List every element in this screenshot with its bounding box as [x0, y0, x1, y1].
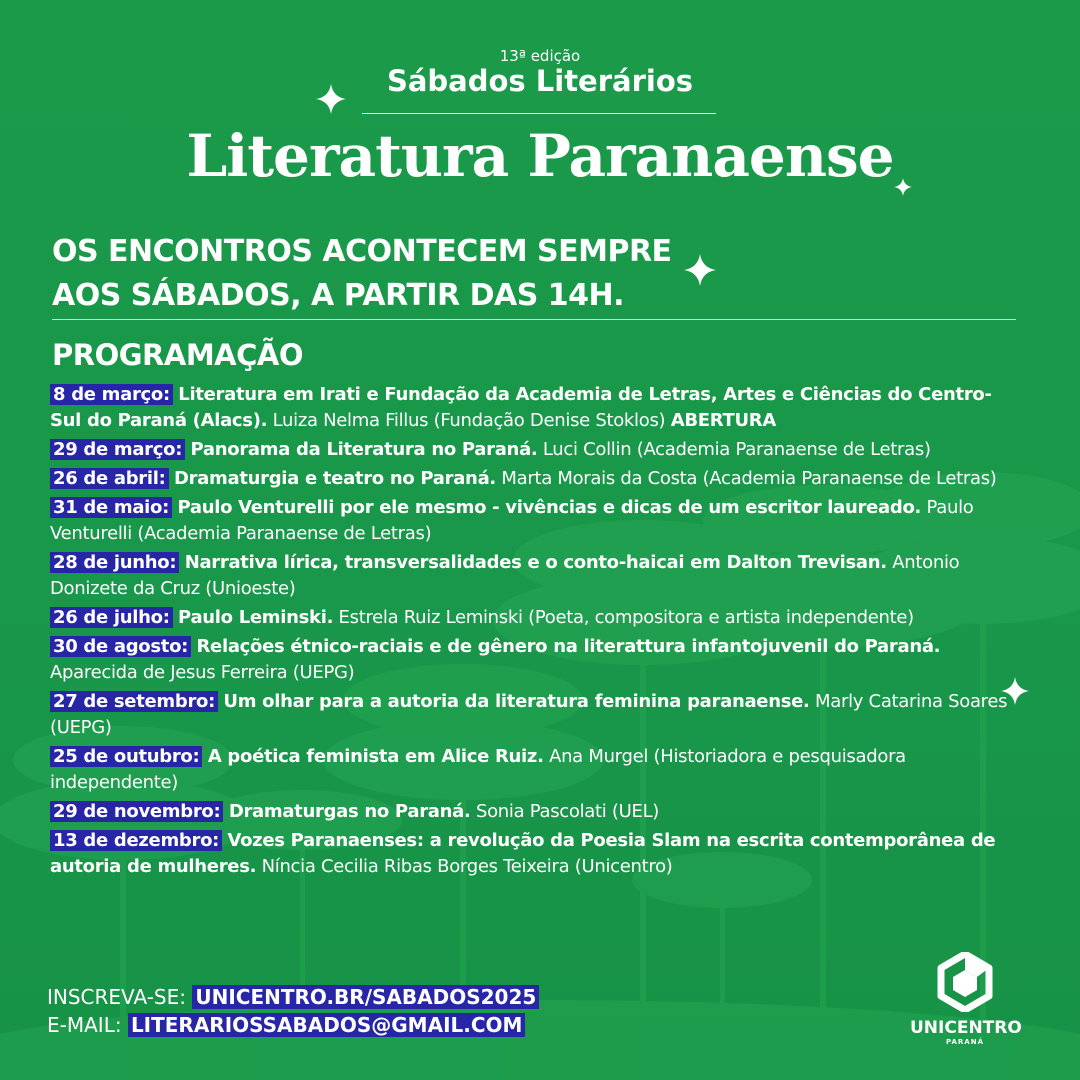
schedule-date: 13 de dezembro: — [50, 830, 222, 851]
speaker: Antonio Donizete da Cruz (Unioeste) — [50, 552, 960, 599]
intro-line: AOS SÁBADOS, A PARTIR DAS 14H. — [52, 278, 624, 313]
talk-title: Um olhar para a autoria da literatura feminina paranaense. — [223, 691, 810, 712]
schedule-item — [50, 744, 1010, 796]
speaker: Marta Morais da Costa (Academia Paranaense de Letras) — [501, 468, 997, 489]
talk-title: A poética feminista em Alice Ruiz. — [207, 746, 544, 767]
schedule-date: 29 de março: — [50, 439, 185, 460]
schedule-date: 31 de maio: — [50, 497, 172, 518]
subscribe-label: INSCREVA-SE: — [47, 985, 186, 1009]
schedule-date: 29 de novembro: — [50, 801, 223, 822]
schedule-list — [50, 382, 1010, 883]
schedule-date: 25 de outubro: — [50, 746, 202, 767]
schedule-item — [50, 799, 1010, 825]
schedule-date: 26 de abril: — [50, 468, 169, 489]
schedule-item — [50, 634, 1010, 686]
speaker: Níncia Cecilia Ribas Borges Teixeira (Unicentro) — [261, 856, 673, 877]
unicentro-logo — [910, 952, 1020, 1046]
schedule-item — [50, 605, 1010, 631]
talk-title: Paulo Leminski. — [178, 607, 334, 628]
speaker: Luiza Nelma Fillus (Fundação Denise Stoklos) — [272, 410, 666, 431]
speaker: Sonia Pascolati (UEL) — [475, 801, 660, 822]
speaker: Paulo Venturelli (Academia Paranaense de Letras) — [50, 497, 974, 544]
email-link[interactable]: LITERARIOSSABADOS@GMAIL.COM — [128, 1013, 526, 1037]
edition-label: 13ª edição — [499, 47, 581, 65]
talk-title: Dramaturgas no Paraná. — [228, 801, 471, 822]
subscribe-line — [47, 984, 539, 1010]
series-title: Sábados Literários — [386, 64, 694, 98]
schedule-item — [50, 550, 1010, 602]
talk-title: Vozes Paranaenses: a revolução da Poesia Slam na escrita contemporânea de autoria de mulheres. — [50, 830, 996, 877]
schedule-date: 26 de julho: — [50, 607, 173, 628]
logo-name: UNICENTRO — [910, 1018, 1022, 1038]
schedule-item — [50, 689, 1010, 741]
talk-title: Paulo Venturelli por ele mesmo - vivências e dicas de um escritor laureado. — [177, 497, 922, 518]
opening-tag: ABERTURA — [670, 410, 776, 431]
program-heading: PROGRAMAÇÃO — [52, 338, 303, 372]
schedule-date: 28 de junho: — [50, 552, 179, 573]
intro-text — [52, 230, 672, 318]
schedule-item — [50, 828, 1010, 880]
schedule-item — [50, 495, 1010, 547]
speaker: Ana Murgel (Historiadora e pesquisadora independente) — [50, 746, 906, 793]
email-label: E-MAIL: — [47, 1013, 122, 1037]
speaker: Aparecida de Jesus Ferreira (UEPG) — [50, 662, 355, 683]
schedule-date: 8 de março: — [50, 384, 173, 405]
speaker: Marly Catarina Soares (UEPG) — [50, 691, 1008, 738]
intro-line: OS ENCONTROS ACONTECEM SEMPRE — [52, 234, 672, 269]
talk-title: Literatura em Irati e Fundação da Academia de Letras, Artes e Ciências do Centro-Sul do Paraná (Alacs). — [50, 384, 992, 431]
page-title: Literatura Paranaense — [186, 122, 894, 190]
schedule-item — [50, 437, 1010, 463]
speaker: Estrela Ruiz Leminski (Poeta, compositora e artista independente) — [338, 607, 914, 628]
schedule-date: 30 de agosto: — [50, 636, 191, 657]
email-line — [47, 1012, 525, 1038]
talk-title: Relações étnico-raciais e de gênero na literattura infantojuvenil do Paraná. — [196, 636, 941, 657]
talk-title: Dramaturgia e teatro no Paraná. — [173, 468, 496, 489]
speaker: Luci Collin (Academia Paranaense de Letras) — [542, 439, 931, 460]
unicentro-logo-icon — [937, 952, 993, 1012]
subscribe-link[interactable]: UNICENTRO.BR/SABADOS2025 — [192, 985, 539, 1009]
schedule-item — [50, 466, 1010, 492]
logo-subtitle: PARANÁ — [946, 1038, 984, 1046]
divider — [52, 319, 1016, 320]
schedule-item — [50, 382, 1010, 434]
sparkle-icon — [684, 254, 716, 286]
talk-title: Narrativa lírica, transversalidades e o conto-haicai em Dalton Trevisan. — [184, 552, 887, 573]
talk-title: Panorama da Literatura no Paraná. — [190, 439, 538, 460]
divider — [362, 113, 716, 114]
schedule-date: 27 de setembro: — [50, 691, 218, 712]
